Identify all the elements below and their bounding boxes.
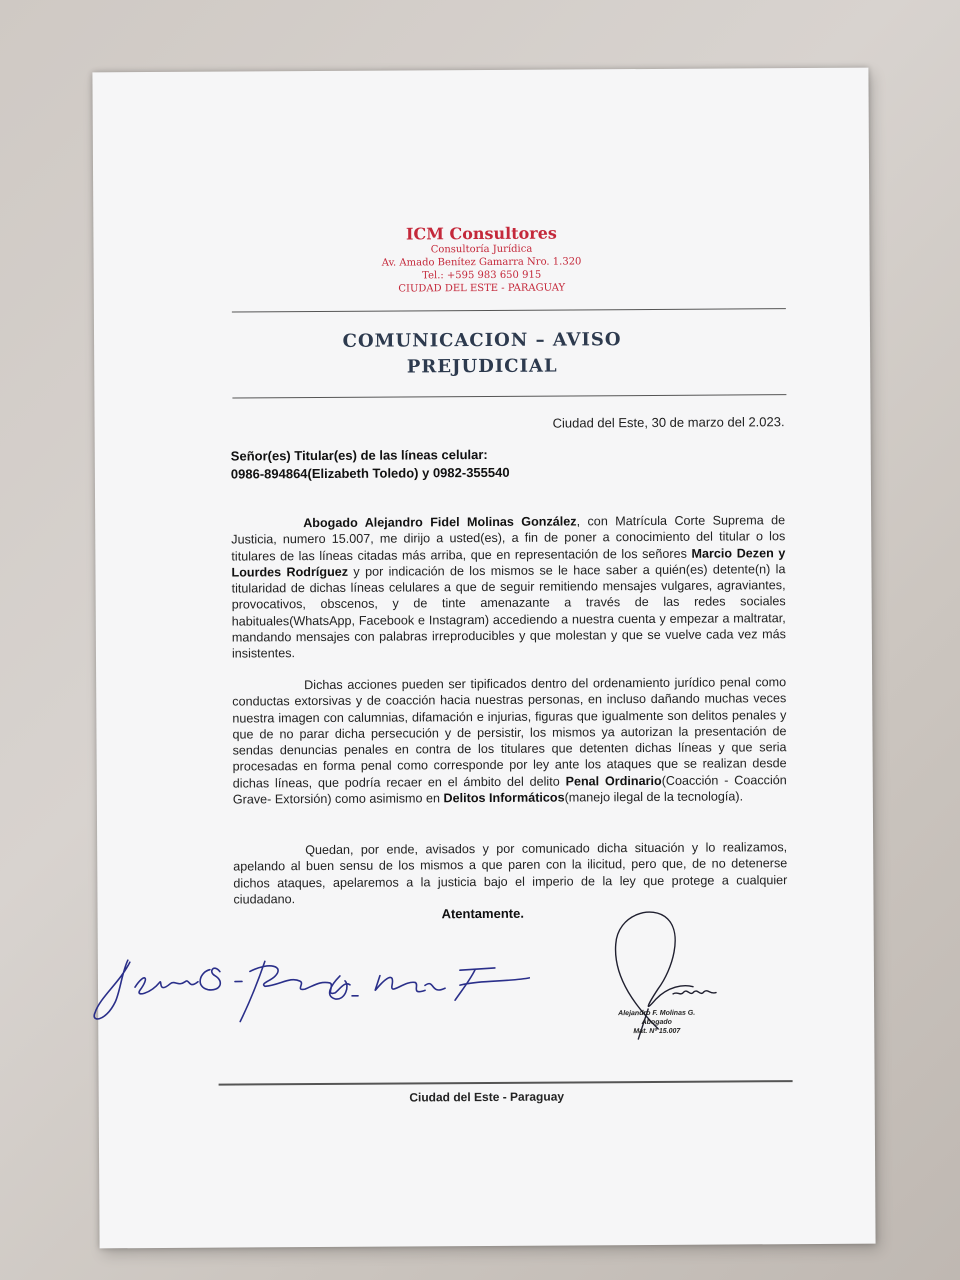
title-divider (232, 394, 786, 398)
firm-city: CIUDAD DEL ESTE - PARAGUAY (398, 282, 566, 295)
client-signatures (90, 940, 531, 1033)
title-line-1: COMUNICACION – AVISO (342, 329, 622, 352)
paragraph-2-text-a: Dichas acciones pueden ser tipificados dentro del ordenamiento jurídico penal como conductas extorsivas y de coacción hacia nuestras personas, en incluso dañando muchas veces nuestra imagen con calumnias, difamación e injurias, figuras que igualmente son delitos penales y que de no parar dicha persecución y de persistir, los mismos ya autorizan la presentación de sendas denuncias penales en contra de los titulares que detenten dichas líneas y que seria procesadas en forma penal como corresponde por ley ante los ataques que se realizan desde dichas líneas, que podría recaer en el ámbito del delito (232, 675, 787, 791)
title-line-2: PREJUDICIAL (406, 355, 558, 378)
lawyer-name: Abogado Alejandro Fidel Molinas González (303, 514, 577, 531)
header-divider (232, 308, 786, 312)
firm-subtitle: Consultoría Jurídica (430, 243, 533, 256)
document-title (94, 326, 870, 383)
firm-name: ICM Consultores (405, 223, 557, 244)
delitos-informaticos: Delitos Informáticos (443, 790, 565, 806)
addressee-line-2: 0986-894864(Elizabeth Toledo) y 0982-355540 (230, 464, 510, 482)
paragraph-2-text-b: (Coacción - Coacción Grave- Extorsión) como asimismo en (232, 772, 787, 807)
stamp-mat: Mat. Nº 15.007 (633, 1027, 681, 1036)
paragraph-1-text-a: , con Matrícula Corte Suprema de Justicia, numero 15.007, me dirijo a usted(es), a fin de poner a conocimiento del titular o los titulares de las líneas citadas más arriba, que en representación de los señores (231, 513, 786, 564)
paragraph-1-text-b: y por indicación de los mismos se le hace saber a quién(es) detente(n) la titularidad de dichas líneas celulares a que de seguir remitiendo mensajes vulgares, agraviantes, provocativos, obscenos, y de tinte amenazante a través de las redes sociales habituales(WhatsApp, Facebook e Instagram) accediendo a nuestra cuenta y empezar a maltratar, mandando mensajes con palabras irreproducibles y que molestan y que se vuelve cada vez más insistentes. (231, 562, 786, 661)
clients-names: Marcio Dezen y Lourdes Rodríguez (231, 545, 786, 580)
paragraph-2 (232, 674, 787, 808)
firm-phone: Tel.: +595 983 650 915 (422, 269, 542, 282)
footer-divider (219, 1080, 793, 1085)
closing: Atentamente. (441, 905, 524, 922)
stamp-name: Alejandro F. Molinas G. (618, 1009, 696, 1018)
footer-city: Ciudad del Este - Paraguay (409, 1089, 565, 1105)
addressee-line-1: Señor(es) Titular(es) de las líneas celular: (230, 446, 488, 464)
lawyer-stamp (618, 1009, 695, 1036)
document-date: Ciudad del Este, 30 de marzo del 2.023. (552, 414, 785, 431)
paragraph-1 (231, 512, 786, 662)
penal-ordinario: Penal Ordinario (565, 773, 662, 789)
letterhead (93, 222, 869, 298)
document-page (92, 68, 875, 1249)
paragraph-3 (233, 839, 787, 908)
paragraph-2-text-c: (manejo ilegal de la tecnología). (564, 789, 744, 805)
addressee (231, 446, 510, 484)
stamp-role: Abogado (641, 1018, 672, 1027)
paragraph-3-text: Quedan, por ende, avisados y por comunicado dicha situación y lo realizamos, apelando al buen sensu de los mismos a que paren con la ilicitud, pero que, de no detenerse dichos ataques, apelaremos a la justicia bajo el imperio de la ley que protege a cualquier ciudadano. (233, 840, 788, 907)
firm-address: Av. Amado Benítez Gamarra Nro. 1.320 (381, 256, 582, 269)
